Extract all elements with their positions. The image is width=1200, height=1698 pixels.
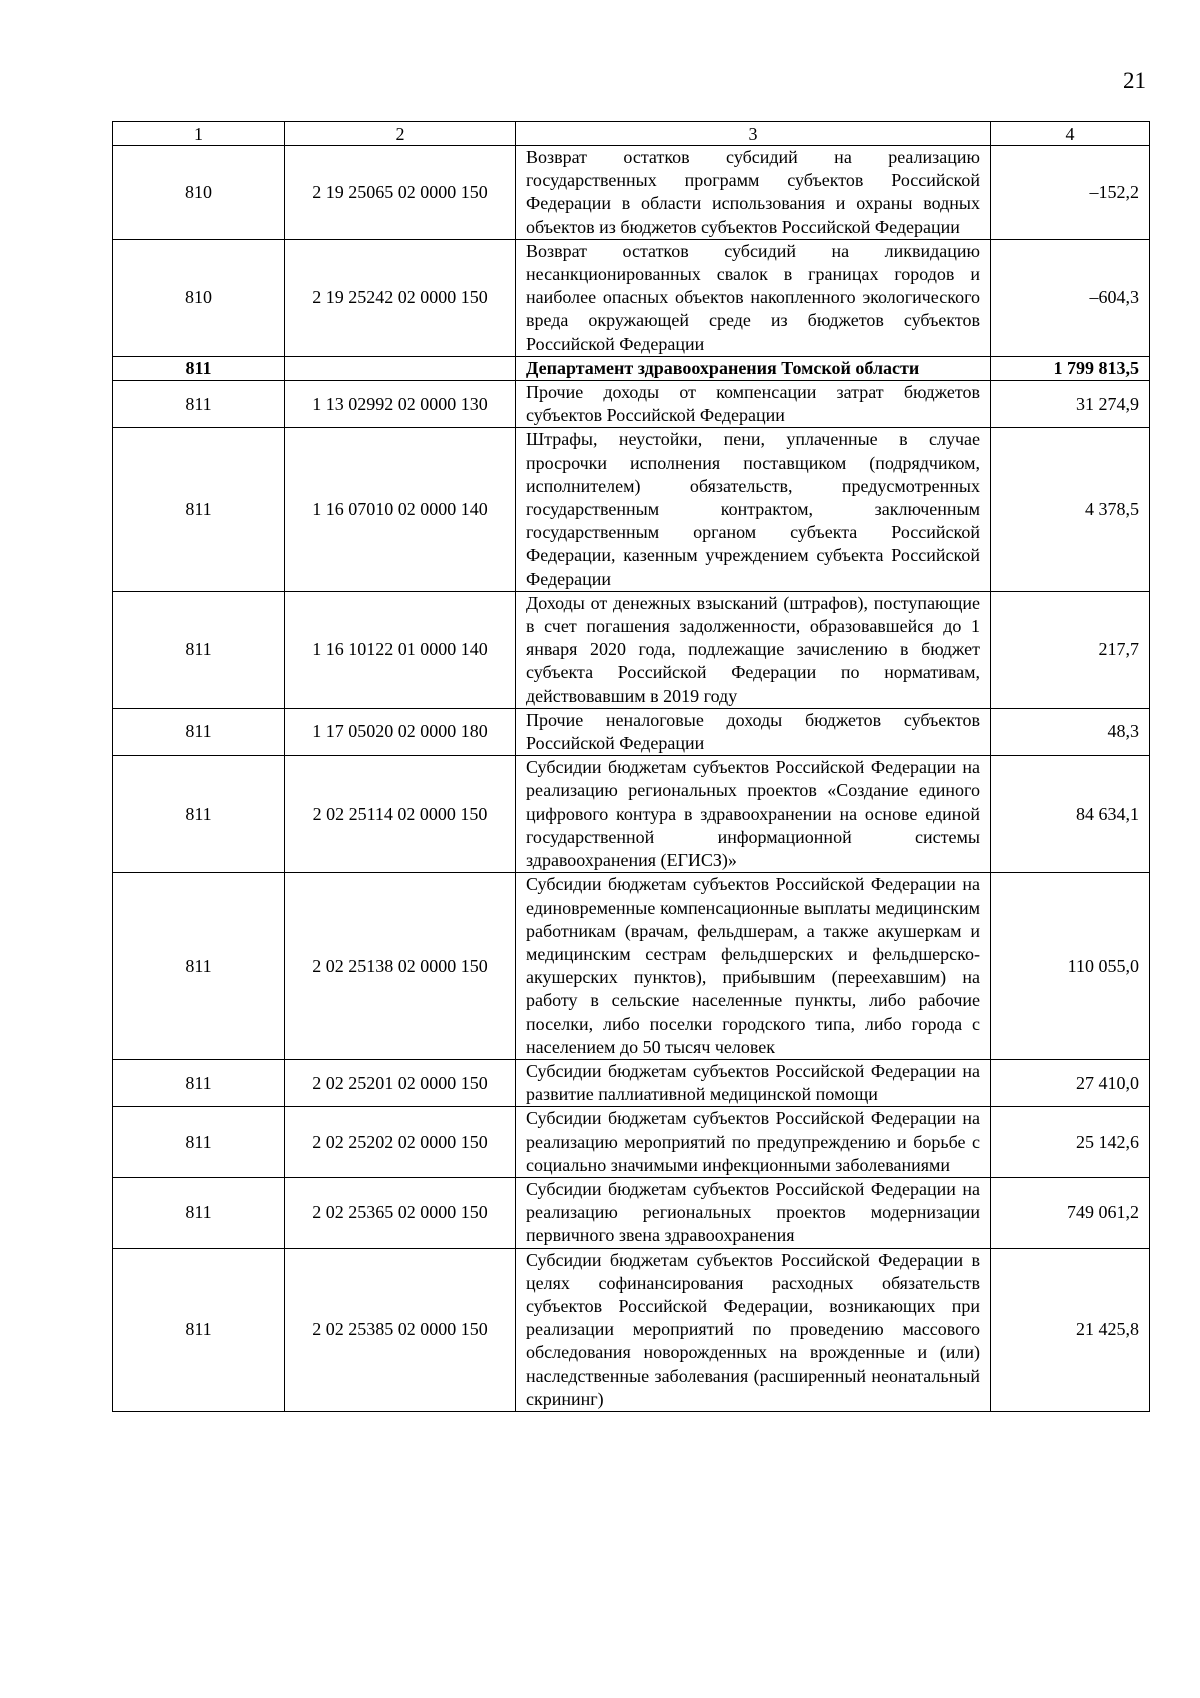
amount-cell: 4 378,5	[991, 428, 1150, 591]
revenue-code-cell: 1 16 10122 01 0000 140	[285, 591, 516, 708]
amount-cell: 31 274,9	[991, 381, 1150, 428]
table-row	[113, 381, 1150, 428]
revenue-code-cell: 1 16 07010 02 0000 140	[285, 428, 516, 591]
page-number: 21	[1123, 68, 1146, 93]
table-row	[113, 873, 1150, 1060]
column-header-4: 4	[991, 122, 1150, 146]
amount-cell: 21 425,8	[991, 1248, 1150, 1411]
revenue-name-cell: Прочие неналоговые доходы бюджетов субъектов Российской Федерации	[516, 708, 991, 755]
amount-cell: 217,7	[991, 591, 1150, 708]
revenue-name-cell: Субсидии бюджетам субъектов Российской Федерации на развитие паллиативной медицинской помощи	[516, 1059, 991, 1106]
revenue-name-cell: Субсидии бюджетам субъектов Российской Федерации на реализацию региональных проектов модернизации первичного звена здравоохранения	[516, 1177, 991, 1248]
revenue-name-cell: Департамент здравоохранения Томской области	[516, 356, 991, 380]
table-header-row	[113, 122, 1150, 146]
table-row	[113, 428, 1150, 591]
revenue-code-cell: 2 19 25065 02 0000 150	[285, 146, 516, 240]
column-header-2: 2	[285, 122, 516, 146]
revenue-code-cell: 2 02 25365 02 0000 150	[285, 1177, 516, 1248]
revenue-code-cell: 2 02 25114 02 0000 150	[285, 756, 516, 873]
revenue-code-cell: 2 02 25385 02 0000 150	[285, 1248, 516, 1411]
admin-code-cell: 811	[113, 873, 285, 1060]
revenue-name-cell: Возврат остатков субсидий на ликвидацию несанкционированных свалок в границах городов и наиболее опасных объектов накопленного экологического вреда окружающей среде из бюджетов субъектов Российской Федерации	[516, 239, 991, 356]
table-row	[113, 1248, 1150, 1411]
table-row	[113, 239, 1150, 356]
admin-code-cell: 811	[113, 708, 285, 755]
revenue-code-cell	[285, 356, 516, 380]
table-row	[113, 1107, 1150, 1178]
table-row	[113, 591, 1150, 708]
revenue-code-cell: 2 02 25202 02 0000 150	[285, 1107, 516, 1178]
revenue-name-cell: Штрафы, неустойки, пени, уплаченные в случае просрочки исполнения поставщиком (подрядчиком, исполнителем) обязательств, предусмотренных государственным контрактом, заключенным государственным органом субъекта Российской Федерации, казенным учреждением субъекта Российской Федерации	[516, 428, 991, 591]
revenue-name-cell: Субсидии бюджетам субъектов Российской Федерации на реализацию региональных проектов «Создание единого цифрового контура в здравоохранении на основе единой государственной информационной системы здравоохранения (ЕГИСЗ)»	[516, 756, 991, 873]
revenue-code-cell: 2 02 25201 02 0000 150	[285, 1059, 516, 1106]
table-row	[113, 708, 1150, 755]
column-header-3: 3	[516, 122, 991, 146]
revenue-code-cell: 2 19 25242 02 0000 150	[285, 239, 516, 356]
revenue-name-cell: Прочие доходы от компенсации затрат бюджетов субъектов Российской Федерации	[516, 381, 991, 428]
amount-cell: –152,2	[991, 146, 1150, 240]
column-header-1: 1	[113, 122, 285, 146]
admin-code-cell: 811	[113, 1248, 285, 1411]
admin-code-cell: 810	[113, 146, 285, 240]
admin-code-cell: 811	[113, 756, 285, 873]
amount-cell: 749 061,2	[991, 1177, 1150, 1248]
amount-cell: 1 799 813,5	[991, 356, 1150, 380]
admin-code-cell: 811	[113, 1177, 285, 1248]
table-row	[113, 756, 1150, 873]
amount-cell: 48,3	[991, 708, 1150, 755]
revenue-code-cell: 1 17 05020 02 0000 180	[285, 708, 516, 755]
revenue-name-cell: Субсидии бюджетам субъектов Российской Федерации на реализацию мероприятий по предупреждению и борьбе с социально значимыми инфекционными заболеваниями	[516, 1107, 991, 1178]
admin-code-cell: 811	[113, 591, 285, 708]
department-row	[113, 356, 1150, 380]
admin-code-cell: 811	[113, 1107, 285, 1178]
admin-code-cell: 811	[113, 428, 285, 591]
revenue-name-cell: Субсидии бюджетам субъектов Российской Федерации на единовременные компенсационные выплаты медицинским работникам (врачам, фельдшерам, а также акушеркам и медицинским сестрам фельдшерских и фельдшерско-акушерских пунктов), прибывшим (переехавшим) на работу в сельские населенные пункты, либо рабочие поселки, либо поселки городского типа, либо города с населением до 50 тысяч человек	[516, 873, 991, 1060]
amount-cell: 25 142,6	[991, 1107, 1150, 1178]
admin-code-cell: 810	[113, 239, 285, 356]
revenue-name-cell: Возврат остатков субсидий на реализацию государственных программ субъектов Российской Федерации в области использования и охраны водных объектов из бюджетов субъектов Российской Федерации	[516, 146, 991, 240]
admin-code-cell: 811	[113, 356, 285, 380]
amount-cell: 110 055,0	[991, 873, 1150, 1060]
revenue-code-cell: 1 13 02992 02 0000 130	[285, 381, 516, 428]
table-row	[113, 1059, 1150, 1106]
revenue-name-cell: Субсидии бюджетам субъектов Российской Федерации в целях софинансирования расходных обязательств субъектов Российской Федерации, возникающих при реализации мероприятий по проведению массового обследования новорожденных на врожденные и (или) наследственные заболевания (расширенный неонатальный скрининг)	[516, 1248, 991, 1411]
admin-code-cell: 811	[113, 1059, 285, 1106]
revenue-table	[112, 121, 1150, 1412]
admin-code-cell: 811	[113, 381, 285, 428]
amount-cell: –604,3	[991, 239, 1150, 356]
revenue-name-cell: Доходы от денежных взысканий (штрафов), поступающие в счет погашения задолженности, образовавшейся до 1 января 2020 года, подлежащие зачислению в бюджет субъекта Российской Федерации по нормативам, действовавшим в 2019 году	[516, 591, 991, 708]
table-row	[113, 1177, 1150, 1248]
amount-cell: 27 410,0	[991, 1059, 1150, 1106]
table-row	[113, 146, 1150, 240]
revenue-code-cell: 2 02 25138 02 0000 150	[285, 873, 516, 1060]
amount-cell: 84 634,1	[991, 756, 1150, 873]
